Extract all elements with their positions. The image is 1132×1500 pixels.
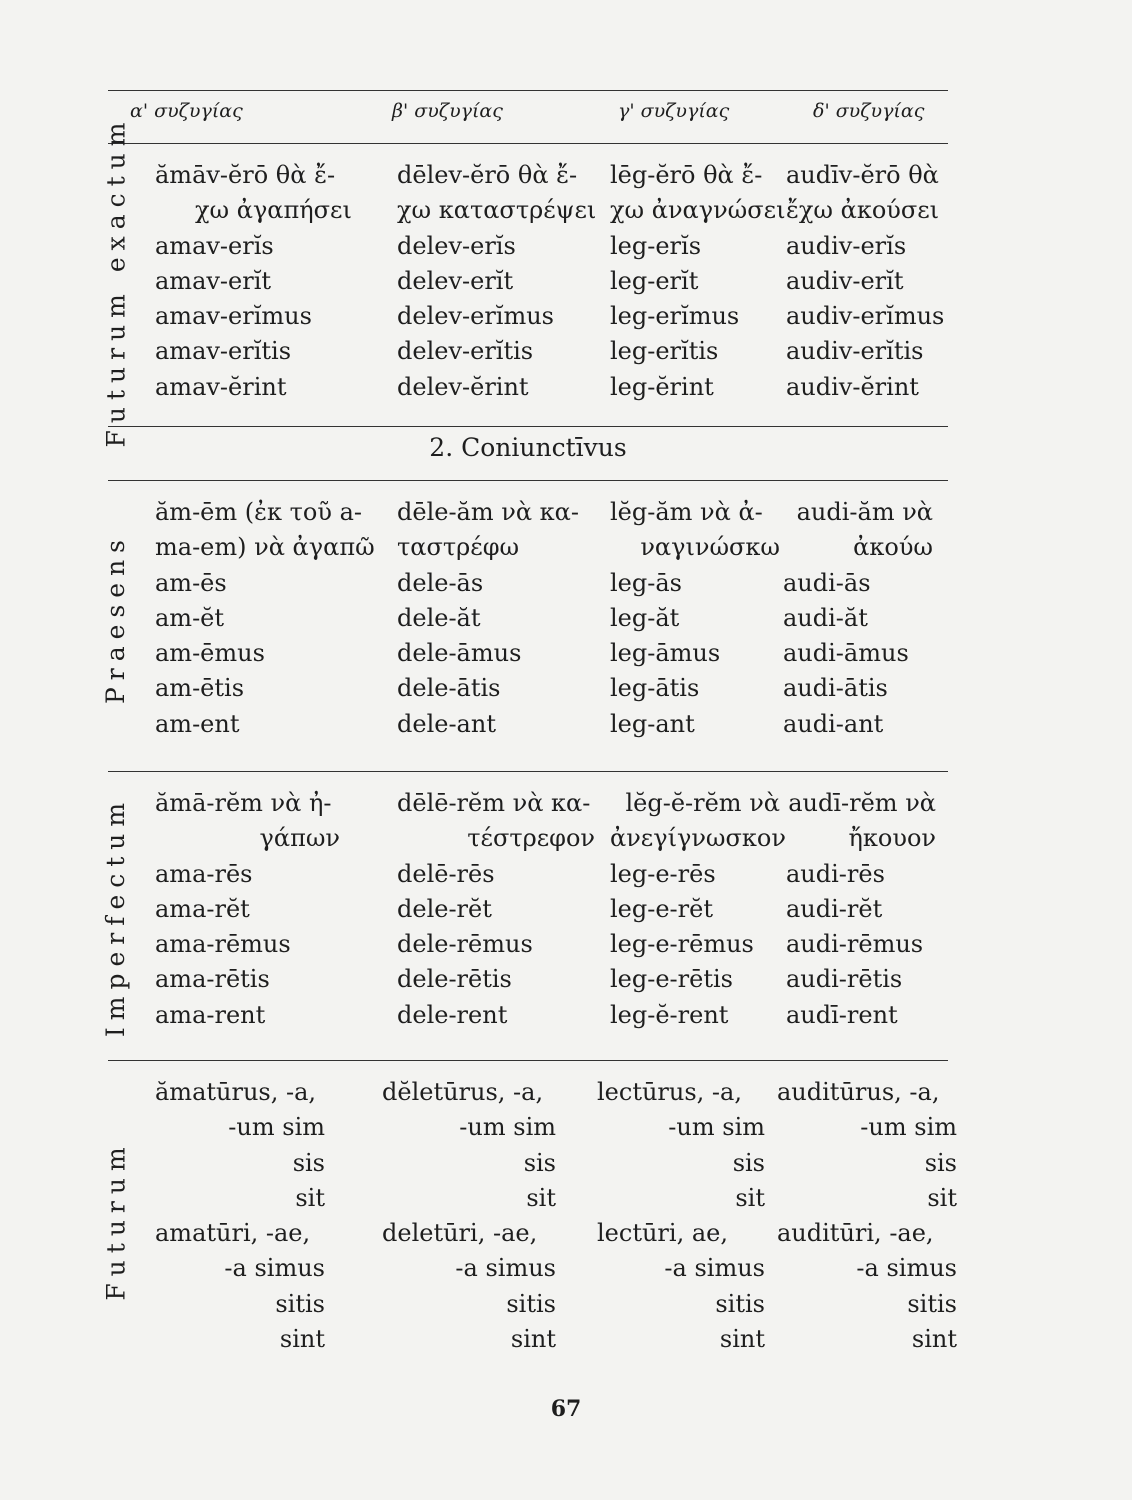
section-rule [108, 480, 948, 481]
form-line: sit [735, 1183, 765, 1212]
form-line: leg-ātis [610, 674, 700, 703]
conjugation-4-column [786, 158, 956, 405]
form-line: dele-ăt [397, 603, 481, 632]
form-line: -a simus [664, 1254, 765, 1283]
form-line: lēg-ĕrō θὰ ἔ- [610, 161, 763, 189]
conjugation-header-row [108, 100, 948, 130]
form-line: sit [295, 1183, 325, 1212]
form-line: sis [292, 1148, 325, 1177]
form-line: ναγινώσκω [640, 533, 780, 562]
form-line: audīv-ĕrō θὰ [786, 161, 939, 189]
form-line: audī-rĕm νὰ [788, 789, 936, 817]
form-line: amatūri, -ae, [155, 1219, 311, 1248]
conjugation-2-column [397, 786, 595, 1033]
form-line: dēle-ăm νὰ κα- [397, 498, 579, 526]
form-line: leg-e-rĕt [610, 894, 713, 923]
form-line: leg-ās [610, 568, 682, 597]
form-line: sit [526, 1183, 556, 1212]
form-line: delē-rēs [397, 859, 495, 888]
form-line: delev-erĭs [397, 231, 516, 260]
form-line: lĕg-ĕ-rĕm νὰ [625, 789, 780, 817]
form-line: audi-āmus [783, 639, 909, 668]
form-line: dele-ātis [397, 674, 501, 703]
conjugation-4-column [786, 786, 936, 1033]
conjugation-3-column [597, 1075, 765, 1357]
section-rule [108, 771, 948, 772]
form-line: dele-ās [397, 568, 484, 597]
form-line: am-ēs [155, 568, 227, 597]
form-line: audiv-erĭs [786, 231, 907, 260]
form-line: sint [719, 1325, 765, 1354]
form-line: sit [927, 1183, 957, 1212]
form-line: am-ēmus [155, 639, 265, 668]
form-line: leg-ĕ-rent [610, 1000, 729, 1029]
conjugation-1-column [155, 1075, 325, 1357]
conjugation-2-column [382, 1075, 556, 1357]
form-line: audī-rent [786, 1000, 898, 1029]
form-line: delev-erĭmus [397, 302, 554, 331]
form-line: auditūrus, -a, [777, 1078, 940, 1106]
form-line: amav-erĭt [155, 266, 272, 295]
form-line: auditūri, -ae, [777, 1219, 934, 1248]
conjugation-1-column [155, 495, 375, 742]
form-line: sint [510, 1325, 556, 1354]
form-line: dele-āmus [397, 639, 522, 668]
form-line: ama-rĕt [155, 894, 250, 923]
top-rule [108, 90, 948, 91]
section-rule [108, 1060, 948, 1061]
form-line: audi-ātis [783, 674, 888, 703]
form-line: leg-e-rēmus [610, 930, 754, 959]
header-conjugation-4: δ' συζυγίας [813, 100, 925, 122]
form-line: sint [279, 1325, 325, 1354]
form-line: ἤκουον [848, 824, 936, 853]
form-line: -um sim [228, 1113, 325, 1142]
form-line: -um sim [668, 1113, 765, 1142]
header-rule [108, 143, 948, 144]
form-line: γάπων [259, 824, 340, 853]
form-line: leg-erĭmus [610, 302, 740, 331]
form-line: dĕletūrus, -a, [382, 1078, 544, 1106]
form-line: ama-rēs [155, 859, 253, 888]
form-line: χω ἀναγνώσει [610, 196, 786, 225]
section-rule [108, 426, 948, 427]
form-line: ama-rēmus [155, 930, 291, 959]
form-line: -um sim [860, 1113, 957, 1142]
form-line: dele-rētis [397, 965, 512, 994]
form-line: ma-em) νὰ ἀγαπῶ [155, 533, 375, 562]
form-line: amav-erĭs [155, 231, 274, 260]
form-line: dēlē-rĕm νὰ κα- [397, 789, 591, 817]
form-line: audiv-ĕrint [786, 372, 919, 401]
form-line: audi-ăt [783, 603, 868, 632]
form-line: delev-erĭt [397, 266, 514, 295]
section-label: Praesens [101, 532, 131, 705]
conjugation-4-column [777, 1075, 957, 1357]
header-conjugation-2: β' συζυγίας [392, 100, 503, 122]
form-line: dele-rent [397, 1000, 508, 1029]
form-line: leg-erĭtis [610, 337, 719, 366]
form-line: ama-rent [155, 1000, 266, 1029]
form-line: audi-ās [783, 568, 871, 597]
conjugation-3-column [610, 786, 786, 1033]
form-line: -um sim [459, 1113, 556, 1142]
form-line: leg-erĭs [610, 231, 702, 260]
form-line: audi-rĕt [786, 894, 883, 923]
form-line: audi-rētis [786, 965, 903, 994]
form-line: -a simus [455, 1254, 556, 1283]
conjugation-3-column [610, 495, 780, 742]
form-line: amav-ĕrint [155, 372, 287, 401]
form-line: leg-ăt [610, 603, 680, 632]
form-line: sitis [275, 1289, 325, 1318]
form-line: sis [523, 1148, 556, 1177]
form-line: am-ētis [155, 674, 245, 703]
form-line: audiv-erĭtis [786, 337, 924, 366]
form-line: dele-rēmus [397, 930, 533, 959]
form-line: -a simus [856, 1254, 957, 1283]
form-line: delev-erĭtis [397, 337, 534, 366]
form-line: lectūrus, -a, [597, 1078, 742, 1106]
form-line: sitis [715, 1289, 765, 1318]
form-line: ăm-ēm (ἐκ τοῦ a- [155, 498, 362, 526]
form-line: leg-āmus [610, 639, 721, 668]
form-line: sis [924, 1148, 957, 1177]
form-line: leg-e-rēs [610, 859, 716, 888]
page-number: 67 [550, 1396, 582, 1422]
header-conjugation-1: α' συζυγίας [130, 100, 243, 122]
section-label: Futurum exactum [101, 115, 131, 448]
conjugation-2-column [397, 158, 607, 405]
form-line: sitis [907, 1289, 957, 1318]
form-line: τέστρεφον [467, 824, 595, 853]
conjugation-1-column [155, 786, 340, 1033]
form-line: -a simus [224, 1254, 325, 1283]
form-line: sint [911, 1325, 957, 1354]
form-line: audi-ant [783, 709, 884, 738]
form-line: amav-erĭmus [155, 302, 312, 331]
form-line: χω ἀγαπήσει [195, 196, 352, 225]
form-line: lectūri, ae, [597, 1219, 728, 1248]
form-line: lĕg-ăm νὰ ἀ- [610, 498, 763, 526]
form-line: audi-ăm νὰ [796, 498, 933, 526]
form-line: dele-rĕt [397, 894, 492, 923]
form-line: audi-rēs [786, 859, 885, 888]
form-line: leg-e-rētis [610, 965, 733, 994]
header-conjugation-3: γ' συζυγίας [618, 100, 730, 122]
form-line: ămāv-ĕrō θὰ ἔ- [155, 161, 336, 189]
form-line: leg-ant [610, 709, 695, 738]
conjugation-1-column [155, 158, 355, 405]
section-label: Futurum [101, 1139, 131, 1301]
conjugation-3-column [610, 158, 790, 405]
form-line: dēlev-ĕrō θὰ ἔ- [397, 161, 578, 189]
form-line: audiv-erĭmus [786, 302, 945, 331]
form-line: dele-ant [397, 709, 496, 738]
form-line: audiv-erĭt [786, 266, 904, 295]
form-line: am-ĕt [155, 603, 225, 632]
form-line: leg-ĕrint [610, 372, 714, 401]
form-line: ămā-rĕm νὰ ἠ- [155, 789, 332, 817]
form-line: ămatūrus, -a, [155, 1078, 317, 1106]
form-line: ἀνεγίγνωσκον [610, 824, 786, 853]
form-line: am-ent [155, 709, 240, 738]
mood-heading: 2. Coniunctīvus [429, 433, 627, 462]
form-line: ἔχω ἀκούσει [786, 196, 940, 225]
form-line: deletūri, -ae, [382, 1219, 538, 1248]
form-line: leg-erĭt [610, 266, 699, 295]
form-line: delev-ĕrint [397, 372, 529, 401]
form-line: χω καταστρέψει [397, 196, 597, 225]
form-line: amav-erĭtis [155, 337, 292, 366]
form-line: ama-rētis [155, 965, 270, 994]
form-line: sitis [506, 1289, 556, 1318]
section-label: Imperfectum [101, 795, 131, 1037]
form-line: audi-rēmus [786, 930, 924, 959]
conjugation-4-column [783, 495, 933, 742]
conjugation-2-column [397, 495, 597, 742]
form-line: sis [732, 1148, 765, 1177]
form-line: ταστρέφω [397, 533, 520, 562]
form-line: ἀκούω [853, 533, 933, 562]
